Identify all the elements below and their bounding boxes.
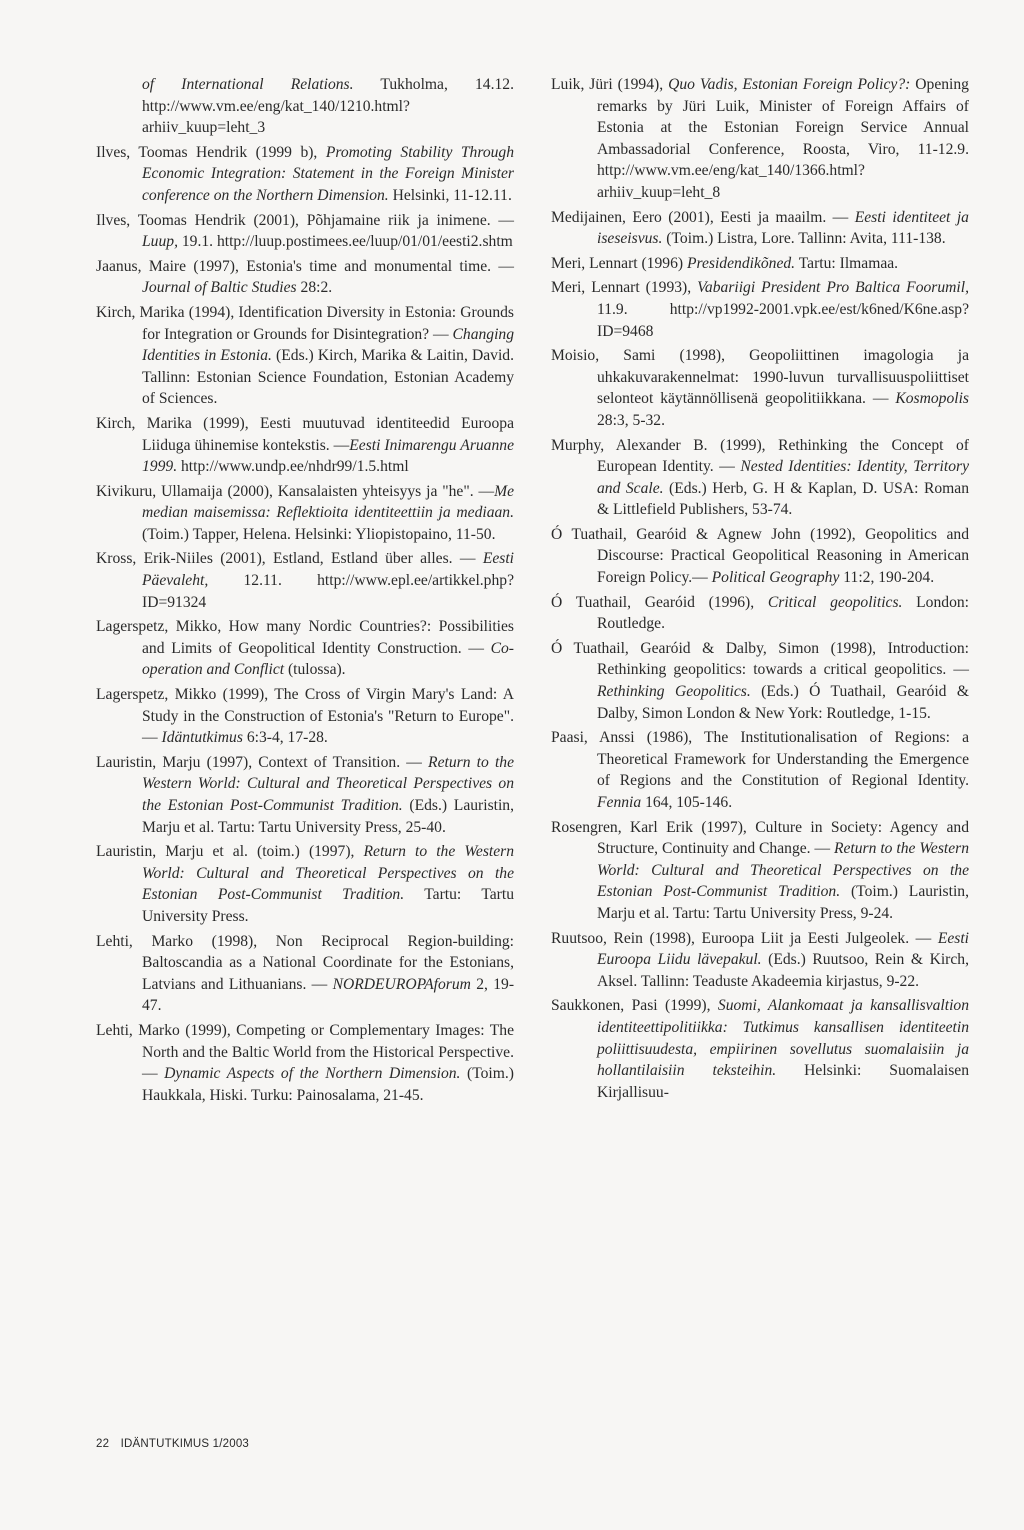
reference-entry bbox=[96, 481, 514, 546]
reference-entry bbox=[96, 74, 514, 139]
reference-text: Murphy, Alexander B. (1999), Rethinking the Concept of European Identity. — bbox=[551, 436, 969, 476]
reference-text: Ilves, Toomas Hendrik (2001), Põhjamaine riik ja inimene. — bbox=[96, 211, 514, 229]
reference-entry bbox=[96, 616, 514, 681]
page-number: 22 bbox=[96, 1438, 110, 1450]
reference-text: Helsinki: Suomalaisen Kirjallisuu- bbox=[597, 1062, 969, 1101]
reference-title: Eesti Euroopa Liidu lävepakul. bbox=[597, 929, 969, 969]
reference-entry bbox=[551, 253, 969, 275]
reference-text: Ruutsoo, Rein (1998), Euroopa Liit ja Eesti Julgeolek. — bbox=[551, 929, 938, 947]
reference-title: Eesti Päevaleht, bbox=[142, 550, 514, 590]
reference-entry bbox=[551, 74, 969, 204]
reference-title: Presidendikõned. bbox=[686, 254, 796, 272]
reference-title: Return to the Western World: Cultural and Theoretical Perspectives on the Estonian Post-Communist Tradition. bbox=[142, 753, 514, 814]
reference-entry bbox=[96, 210, 514, 253]
reference-text: 164, 105-146. bbox=[641, 794, 733, 811]
reference-entry bbox=[551, 928, 969, 993]
reference-text: Meri, Lennart (1993), bbox=[551, 279, 698, 297]
reference-title: Fennia bbox=[597, 794, 642, 811]
reference-title: Vabariigi President Pro Baltica Foorumil, bbox=[697, 279, 969, 297]
reference-entry bbox=[96, 752, 514, 838]
reference-text: Tukholma, 14.12. http://www.vm.ee/eng/kat_140/1210.html?arhiiv_kuup=leht_3 bbox=[142, 76, 514, 137]
reference-entry bbox=[551, 638, 969, 724]
reference-text: (Eds.) Herb, G. H & Kaplan, D. USA: Roman & Littlefield Publishers, 53-74. bbox=[597, 479, 969, 519]
reference-title: Nested Identities: Identity, Territory and Scale. bbox=[597, 458, 969, 497]
reference-entry bbox=[551, 524, 969, 589]
reference-text: Medijainen, Eero (2001), Eesti ja maailm. — bbox=[551, 208, 855, 226]
reference-title: Idäntutkimus bbox=[161, 729, 243, 747]
reference-text: London: Routledge. bbox=[597, 593, 969, 633]
reference-text: Lauristin, Marju (1997), Context of Transition. — bbox=[96, 753, 429, 771]
reference-text: 11:2, 190-204. bbox=[839, 569, 935, 587]
reference-text: Moisio, Sami (1998), Geopoliittinen imagologia ja uhkakuvarakennelmat: 1990-luvun turvallisuuspoliittiset selonteot käytännöllisenä geopolitiikkana. — bbox=[551, 347, 969, 408]
reference-text: Kirch, Marika (1999), Eesti muutuvad identiteedid Euroopa Liiduga ühinemise kontekstis. — bbox=[96, 414, 514, 454]
reference-entry bbox=[551, 435, 969, 521]
reference-text: 28:2. bbox=[296, 279, 333, 297]
reference-title: Quo Vadis, Estonian Foreign Policy?: bbox=[668, 76, 911, 93]
reference-text: Kross, Erik-Niiles (2001), Estland, Estland über alles. — bbox=[96, 550, 483, 568]
reference-text: (Eds.) Ruutsoo, Rein & Kirch, Aksel. Tallinn: Teaduste Akadeemia kirjastus, 9-22. bbox=[597, 951, 969, 990]
reference-text: Ilves, Toomas Hendrik (1999 b), bbox=[96, 143, 326, 161]
reference-text: Opening remarks by Jüri Luik, Minister of Foreign Affairs of Estonia at the Estonian Foreign Service Annual Ambassadorial Conference, Roosta, Viro, 11-12.9. http://www.vm.ee/eng/kat_140/1366.html?arhiiv_kuup=leht_8 bbox=[597, 76, 969, 201]
reference-title: Co-operation and Conflict bbox=[142, 639, 514, 679]
reference-entry bbox=[96, 302, 514, 410]
reference-text: Meri, Lennart (1996) bbox=[551, 254, 687, 272]
reference-entry bbox=[96, 413, 514, 478]
reference-title: Dynamic Aspects of the Northern Dimension. bbox=[164, 1065, 461, 1083]
reference-entry bbox=[96, 548, 514, 613]
reference-entry bbox=[551, 995, 969, 1103]
reference-text: (Toim.) Tapper, Helena. Helsinki: Yliopistopaino, 11-50. bbox=[142, 525, 496, 543]
reference-text: Lagerspetz, Mikko, How many Nordic Countries?: Possibilities and Limits of Geopolitical Identity Construction. — bbox=[96, 618, 514, 657]
reference-text: (Eds.) Lauristin, Marju et al. Tartu: Tartu University Press, 25-40. bbox=[142, 797, 515, 836]
reference-entry bbox=[96, 256, 514, 299]
reference-title: Luup, bbox=[142, 233, 178, 251]
journal-issue: IDÄNTUTKIMUS 1/2003 bbox=[120, 1438, 250, 1450]
reference-text: http://www.undp.ee/nhdr99/1.5.html bbox=[177, 458, 409, 476]
reference-text: (Toim.) Haukkala, Hiski. Turku: Painosalama, 21-45. bbox=[142, 1065, 514, 1104]
reference-text: Lauristin, Marju et al. (toim.) (1997), bbox=[96, 843, 364, 861]
reference-text: 2, 19-47. bbox=[142, 975, 515, 1015]
reference-title: Journal of Baltic Studies bbox=[142, 279, 297, 297]
reference-text: (Eds.) Ó Tuathail, Gearóid & Dalby, Simon London & New York: Routledge, 1-15. bbox=[597, 683, 969, 722]
reference-title: Kosmopolis bbox=[895, 390, 969, 408]
reference-text: 19.1. http://luup.postimees.ee/luup/01/01/eesti2.shtm bbox=[177, 233, 513, 251]
reference-text: Lagerspetz, Mikko (1999), The Cross of Virgin Mary's Land: A Study in the Construction of Estonia's "Return to Europe". — bbox=[96, 686, 514, 747]
reference-text: (tulossa). bbox=[284, 661, 346, 679]
reference-text: Kivikuru, Ullamaija (2000), Kansalaisten yhteisyys ja "he". — bbox=[96, 482, 495, 500]
reference-title: Eesti Inimarengu Aruanne 1999. bbox=[142, 436, 514, 476]
page-footer bbox=[96, 1438, 249, 1450]
reference-title: Political Geography bbox=[711, 569, 840, 587]
reference-entry bbox=[551, 345, 969, 431]
reference-column-right bbox=[551, 74, 969, 1106]
reference-entry bbox=[96, 1020, 514, 1106]
reference-text: (Eds.) Kirch, Marika & Laitin, David. Tallinn: Estonian Science Foundation, Estonian Academy of Sciences. bbox=[142, 347, 514, 408]
reference-title: Changing Identities in Estonia. bbox=[142, 325, 515, 365]
reference-entry bbox=[551, 207, 969, 250]
reference-text: Ó Tuathail, Gearóid & Dalby, Simon (1998), Introduction: Rethinking geopolitics: towards a critical geopolitics. — bbox=[551, 639, 969, 679]
reference-title: Suomi, Alankomaat ja kansallisvaltion identiteettipolitiikka: Tutkimus kansallisen identiteetin poliittisuudesta, empiirinen sovellutus suomalaisiin ja hollantilaisiin teksteihin. bbox=[597, 997, 969, 1080]
reference-text: Tartu: Tartu University Press. bbox=[142, 886, 514, 925]
reference-entry bbox=[96, 684, 514, 749]
reference-text: Kirch, Marika (1994), Identification Diversity in Estonia: Grounds for Integration or Grounds for Disintegration? — bbox=[96, 303, 514, 343]
reference-text: Luik, Jüri (1994), bbox=[551, 76, 669, 93]
reference-text: Lehti, Marko (1999), Competing or Complementary Images: The North and the Baltic World from the Historical Perspective. — bbox=[96, 1021, 514, 1083]
reference-text: (Toim.) Lauristin, Marju et al. Tartu: Tartu University Press, 9-24. bbox=[597, 883, 969, 922]
reference-text: Helsinki, 11-12.11. bbox=[388, 186, 512, 204]
reference-title: Critical geopolitics. bbox=[767, 593, 903, 611]
reference-title: Rethinking Geopolitics. bbox=[597, 683, 751, 701]
reference-text: 6:3-4, 17-28. bbox=[242, 729, 328, 747]
reference-title: Promoting Stability Through Economic Integration: Statement in the Foreign Minister conference on the Northern Dimension. bbox=[142, 143, 515, 204]
reference-title: Me median maisemissa: Reflektioita identiteettiin ja mediaan. bbox=[142, 482, 514, 522]
reference-text: (Toim.) Listra, Lore. Tallinn: Avita, 111-138. bbox=[662, 230, 946, 248]
reference-text: Jaanus, Maire (1997), Estonia's time and monumental time. — bbox=[96, 257, 514, 275]
reference-entry bbox=[96, 931, 514, 1017]
reference-column-left bbox=[96, 74, 514, 1109]
reference-text: Ó Tuathail, Gearóid (1996), bbox=[551, 593, 768, 611]
reference-title: of International Relations. bbox=[142, 76, 354, 93]
reference-entry bbox=[551, 277, 969, 342]
reference-title: NORDEUROPAforum bbox=[332, 975, 471, 993]
reference-entry bbox=[96, 142, 514, 207]
reference-entry bbox=[551, 817, 969, 925]
reference-text: Paasi, Anssi (1986), The Institutionalisation of Regions: a Theoretical Framework for Understanding the Emergence of Regions and the Constitution of Regional Identity. bbox=[551, 729, 969, 790]
reference-entry bbox=[96, 841, 514, 927]
reference-text: 12.11. http://www.epl.ee/artikkel.php?ID=91324 bbox=[142, 572, 514, 611]
reference-title: Eesti identiteet ja iseseisvus. bbox=[597, 208, 969, 248]
reference-title: Return to the Western World: Cultural and Theoretical Perspectives on the Estonian Post-Communist Tradition. bbox=[597, 840, 970, 901]
reference-text: Rosengren, Karl Erik (1997), Culture in Society: Agency and Structure, Continuity and Change. — bbox=[551, 818, 969, 858]
reference-text: 28:3, 5-32. bbox=[597, 411, 666, 429]
reference-entry bbox=[551, 727, 969, 813]
reference-text: 11.9. http://vp1992-2001.vpk.ee/est/k6ned/K6ne.asp?ID=9468 bbox=[597, 300, 969, 340]
reference-text: Lehti, Marko (1998), Non Reciprocal Region-building: Baltoscandia as a National Coordinate for the Estonians, Latvians and Lithuanians. — bbox=[96, 932, 514, 993]
reference-title: Return to the Western World: Cultural and Theoretical Perspectives on the Estonian Post-Communist Tradition. bbox=[142, 843, 515, 904]
reference-text: Tartu: Ilmamaa. bbox=[795, 254, 899, 272]
reference-entry bbox=[551, 592, 969, 635]
reference-text: Saukkonen, Pasi (1999), bbox=[551, 997, 718, 1015]
reference-text: Ó Tuathail, Gearóid & Agnew John (1992), Geopolitics and Discourse: Practical Geopolitical Reasoning in American Foreign Policy.— bbox=[551, 525, 969, 587]
